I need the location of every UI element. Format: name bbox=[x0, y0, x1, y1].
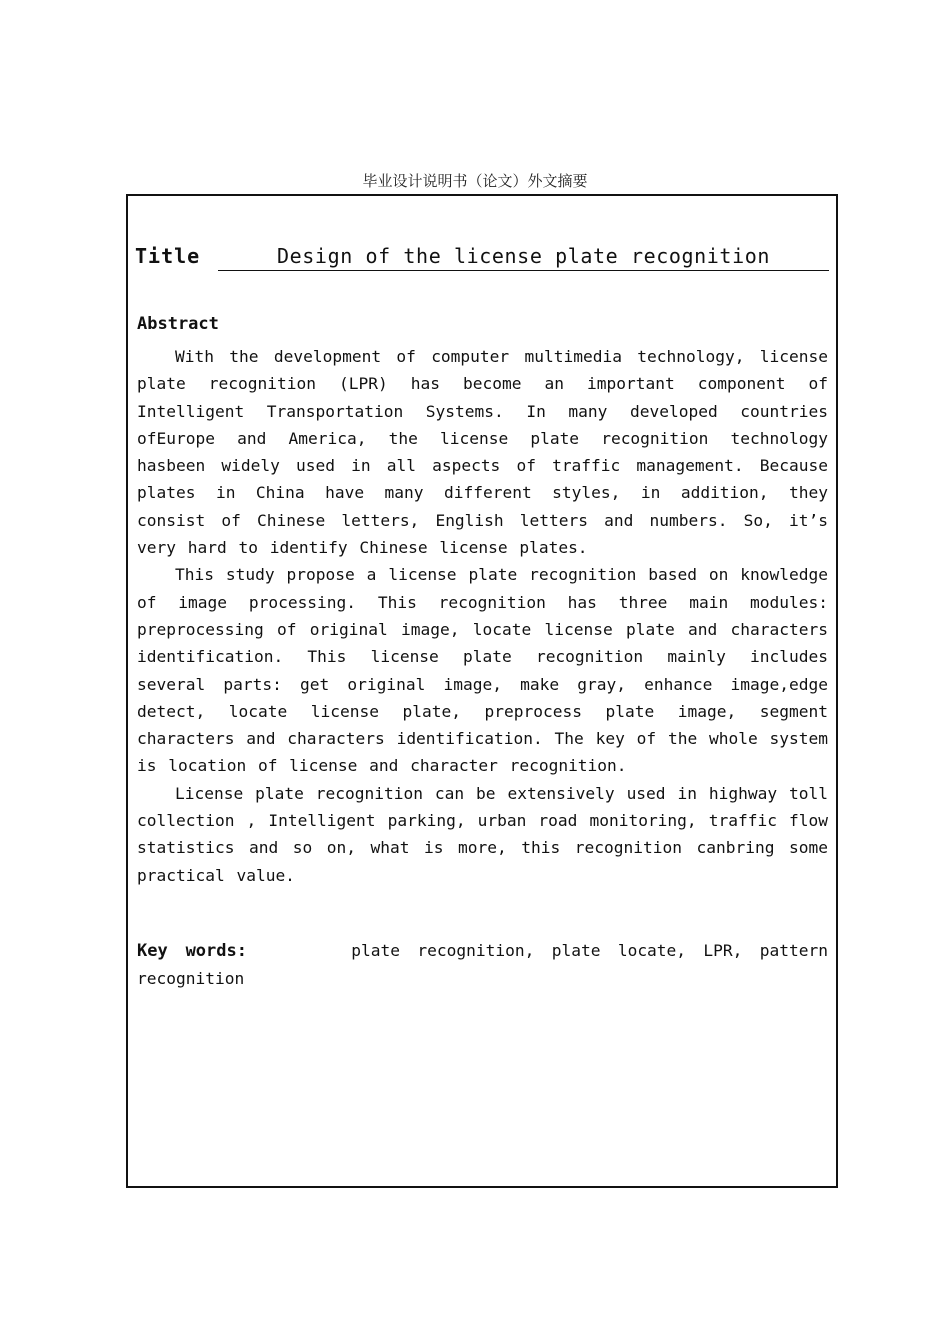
abstract-frame bbox=[126, 194, 838, 1188]
keywords-value: plate recognition, plate locate, LPR, pattern recognition bbox=[137, 941, 829, 988]
title-label: Title bbox=[135, 244, 201, 268]
title-value: Design of the license plate recognition bbox=[218, 242, 829, 271]
abstract-paragraph: This study propose a license plate recognition based on knowledge of image processing. This recognition has three main modules: preprocessing of original image, locate license plate and characters identification. This license plate recognition mainly includes several parts: get original image, make gray, enhance image,edge detect, locate license plate, preprocess plate image, segment characters and characters identification. The key of the whole system is location of license and character recognition. bbox=[137, 565, 828, 776]
abstract-paragraph: License plate recognition can be extensively used in highway toll collection , Intelligent parking, urban road monitoring, traffic flow statistics and so on, what is more, this recognition canbring some practical value. bbox=[137, 783, 828, 885]
keywords-block bbox=[137, 937, 828, 993]
page-header-caption: 毕业设计说明书（论文）外文摘要 bbox=[362, 172, 588, 190]
abstract-body bbox=[137, 343, 828, 889]
title-row bbox=[135, 242, 829, 270]
abstract-paragraph: With the development of computer multimedia technology, license plate recognition (LPR) has become an important component of Intelligent Transportation Systems. In many developed countries ofEurope and America, the license plate recognition technology hasbeen widely used in all aspects of traffic management. Because plates in China have many different styles, in addition, they consist of Chinese letters, English letters and numbers. So, it’s very hard to identify Chinese license plates. bbox=[137, 347, 828, 558]
keywords-spacer bbox=[264, 941, 334, 960]
abstract-heading: Abstract bbox=[137, 314, 219, 334]
keywords-label: Key words: bbox=[137, 941, 247, 961]
